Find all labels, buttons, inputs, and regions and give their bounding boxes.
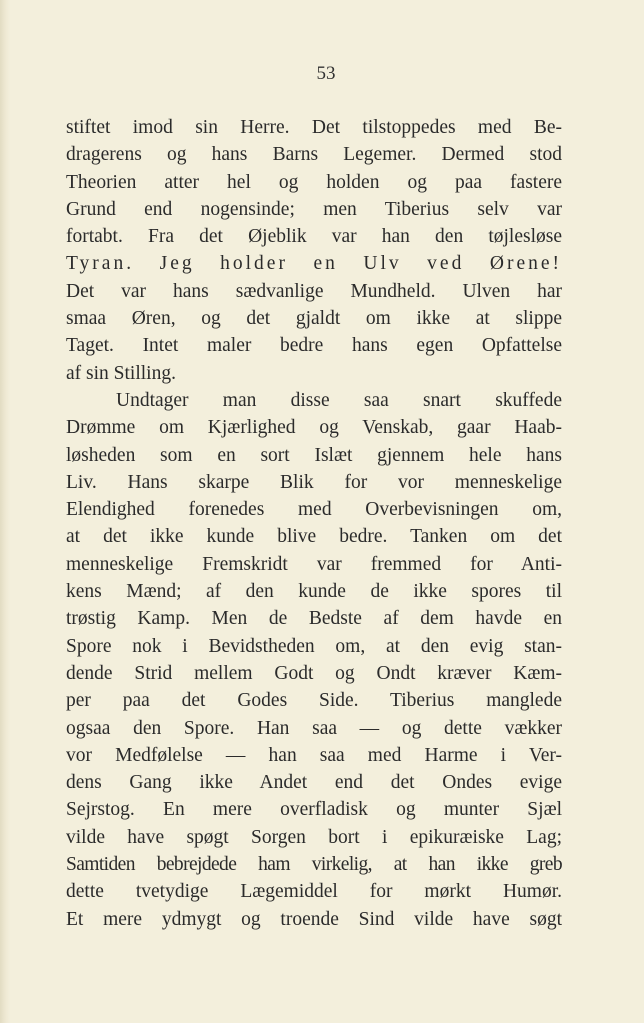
text-line: menneskelige Fremskridt var fremmed for Anti-: [66, 553, 562, 575]
body-text: [66, 114, 562, 933]
page-number: 53: [316, 63, 336, 84]
text-line: dragerens og hans Barns Legemer. Dermed stod: [66, 144, 562, 166]
text-line: Sejrstog. En mere overfladisk og munter Sjæl: [66, 799, 562, 821]
text-line: Tyran. Jeg holder en Ulv ved Ørene!: [66, 253, 562, 275]
page-edge: [0, 0, 10, 1023]
text-line: fortabt. Fra det Øjeblik var han den tøjlesløse: [66, 226, 562, 248]
text-line: ogsaa den Spore. Han saa — og dette vækker: [66, 717, 562, 739]
text-line: vor Medfølelse — han saa med Harme i Ver-: [66, 744, 562, 766]
text-line: dens Gang ikke Andet end det Ondes evige: [66, 772, 562, 794]
text-line: dette tvetydige Lægemiddel for mørkt Humør.: [66, 881, 562, 903]
text-line: Drømme om Kjærlighed og Venskab, gaar Haab-: [66, 417, 562, 439]
text-line: Et mere ydmygt og troende Sind vilde have søgt: [66, 908, 562, 930]
text-line: trøstig Kamp. Men de Bedste af dem havde en: [66, 608, 562, 630]
text-line: dende Strid mellem Godt og Ondt kræver Kæm-: [66, 662, 562, 684]
text-line: vilde have spøgt Sorgen bort i epikuræiske Lag;: [66, 826, 562, 848]
text-line: af sin Stilling.: [66, 362, 176, 384]
text-line: Undtager man disse saa snart skuffede: [116, 389, 562, 411]
text-line: Samtiden bebrejdede ham virkelig, at han ikke greb: [66, 854, 562, 876]
text-line: per paa det Godes Side. Tiberius manglede: [66, 690, 562, 712]
text-line: at det ikke kunde blive bedre. Tanken om det: [66, 526, 562, 548]
text-line: smaa Øren, og det gjaldt om ikke at slippe: [66, 308, 562, 330]
text-line: Elendighed forenedes med Overbevisningen om,: [66, 499, 562, 521]
text-line: Grund end nogensinde; men Tiberius selv var: [66, 198, 562, 220]
text-line: Taget. Intet maler bedre hans egen Opfattelse: [66, 335, 562, 357]
text-line: Theorien atter hel og holden og paa fastere: [66, 171, 562, 193]
text-line: Spore nok i Bevidstheden om, at den evig stan-: [66, 635, 562, 657]
text-line: løsheden som en sort Islæt gjennem hele hans: [66, 444, 562, 466]
text-line: Det var hans sædvanlige Mundheld. Ulven har: [66, 280, 562, 302]
text-line: Liv. Hans skarpe Blik for vor menneskelige: [66, 471, 562, 493]
text-line: kens Mænd; af den kunde de ikke spores til: [66, 581, 562, 603]
text-line: stiftet imod sin Herre. Det tilstoppedes med Be-: [66, 117, 562, 138]
